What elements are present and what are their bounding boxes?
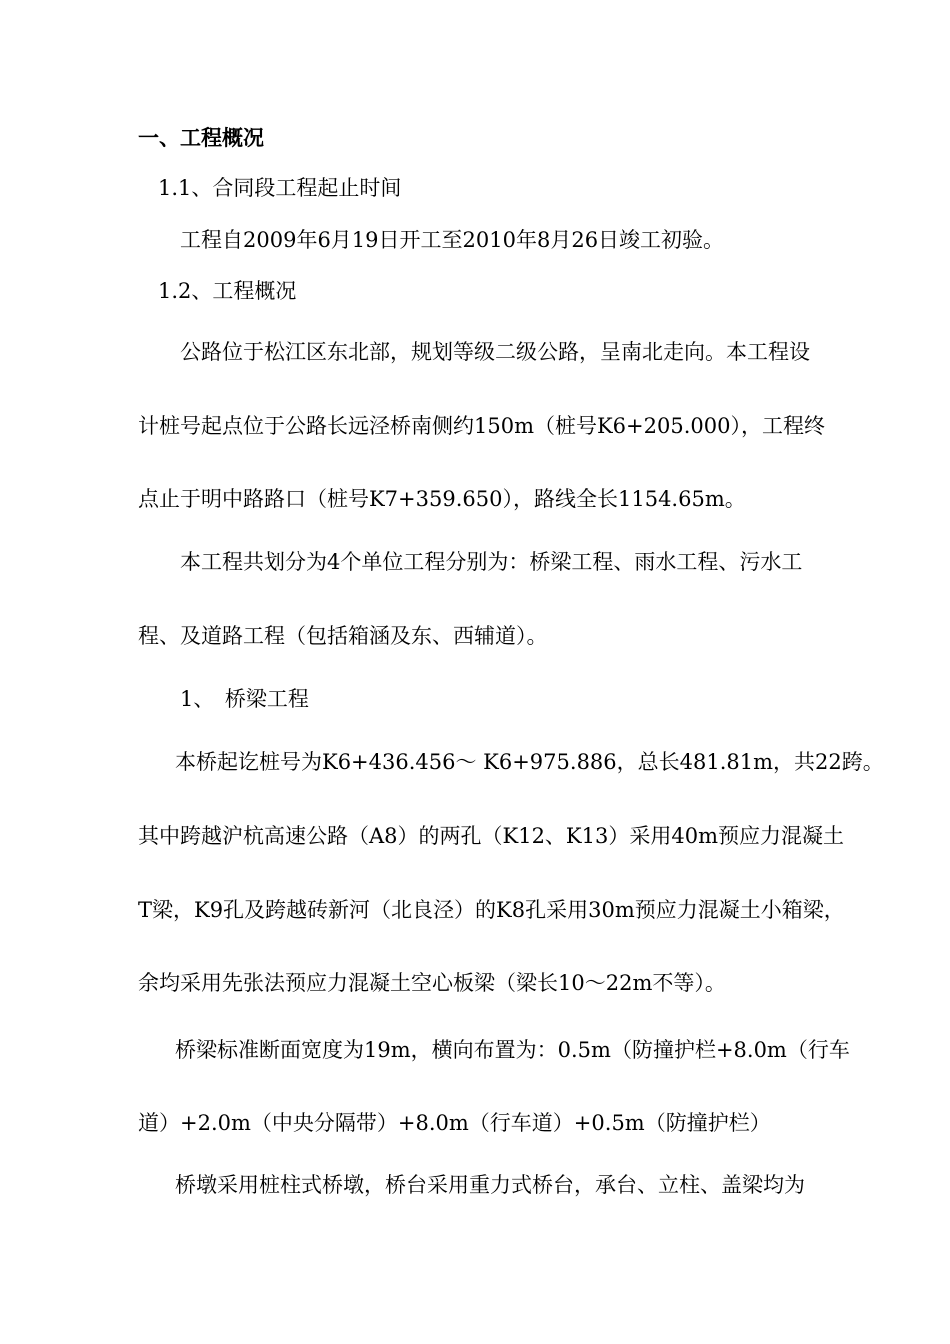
paragraph-line: 点止于明中路路口（桩号K7+359.650），路线全长1154.65m。	[138, 487, 746, 511]
paragraph-line: 工程自2009年6月19日开工至2010年8月26日竣工初验。	[180, 228, 725, 252]
paragraph-line: 余均采用先张法预应力混凝土空心板梁（梁长10～22m不等）。	[138, 971, 726, 995]
paragraph-line: 道）+2.0m（中央分隔带）+8.0m（行车道）+0.5m（防撞护栏）	[138, 1111, 771, 1135]
paragraph-line: 公路位于松江区东北部，规划等级二级公路，呈南北走向。本工程设	[180, 340, 810, 364]
subsection-title-1-2: 1.2、工程概况	[158, 279, 297, 303]
paragraph-line: 程、及道路工程（包括箱涵及东、西辅道）。	[138, 624, 548, 648]
paragraph-line: 桥墩采用桩柱式桥墩，桥台采用重力式桥台，承台、立柱、盖梁均为	[175, 1173, 805, 1197]
item-title-bridge: 1、 桥梁工程	[180, 687, 309, 711]
paragraph-line: 本工程共划分为4个单位工程分别为：桥梁工程、雨水工程、污水工	[180, 550, 803, 574]
paragraph-line: 桥梁标准断面宽度为19m，横向布置为：0.5m（防撞护栏+8.0m（行车	[175, 1038, 850, 1062]
paragraph-line: 计桩号起点位于公路长远泾桥南侧约150m（桩号K6+205.000），工程终	[138, 414, 825, 438]
subsection-title-1-1: 1.1、合同段工程起止时间	[158, 176, 402, 200]
section-heading: 一、工程概况	[138, 126, 264, 150]
paragraph-line: 本桥起讫桩号为K6+436.456～ K6+975.886，总长481.81m，共22跨。	[175, 750, 884, 774]
paragraph-line: T梁，K9孔及跨越砖新河（北良泾）的K8孔采用30m预应力混凝土小箱梁，	[138, 898, 845, 922]
paragraph-line: 其中跨越沪杭高速公路（A8）的两孔（K12、K13）采用40m预应力混凝土	[138, 824, 844, 848]
